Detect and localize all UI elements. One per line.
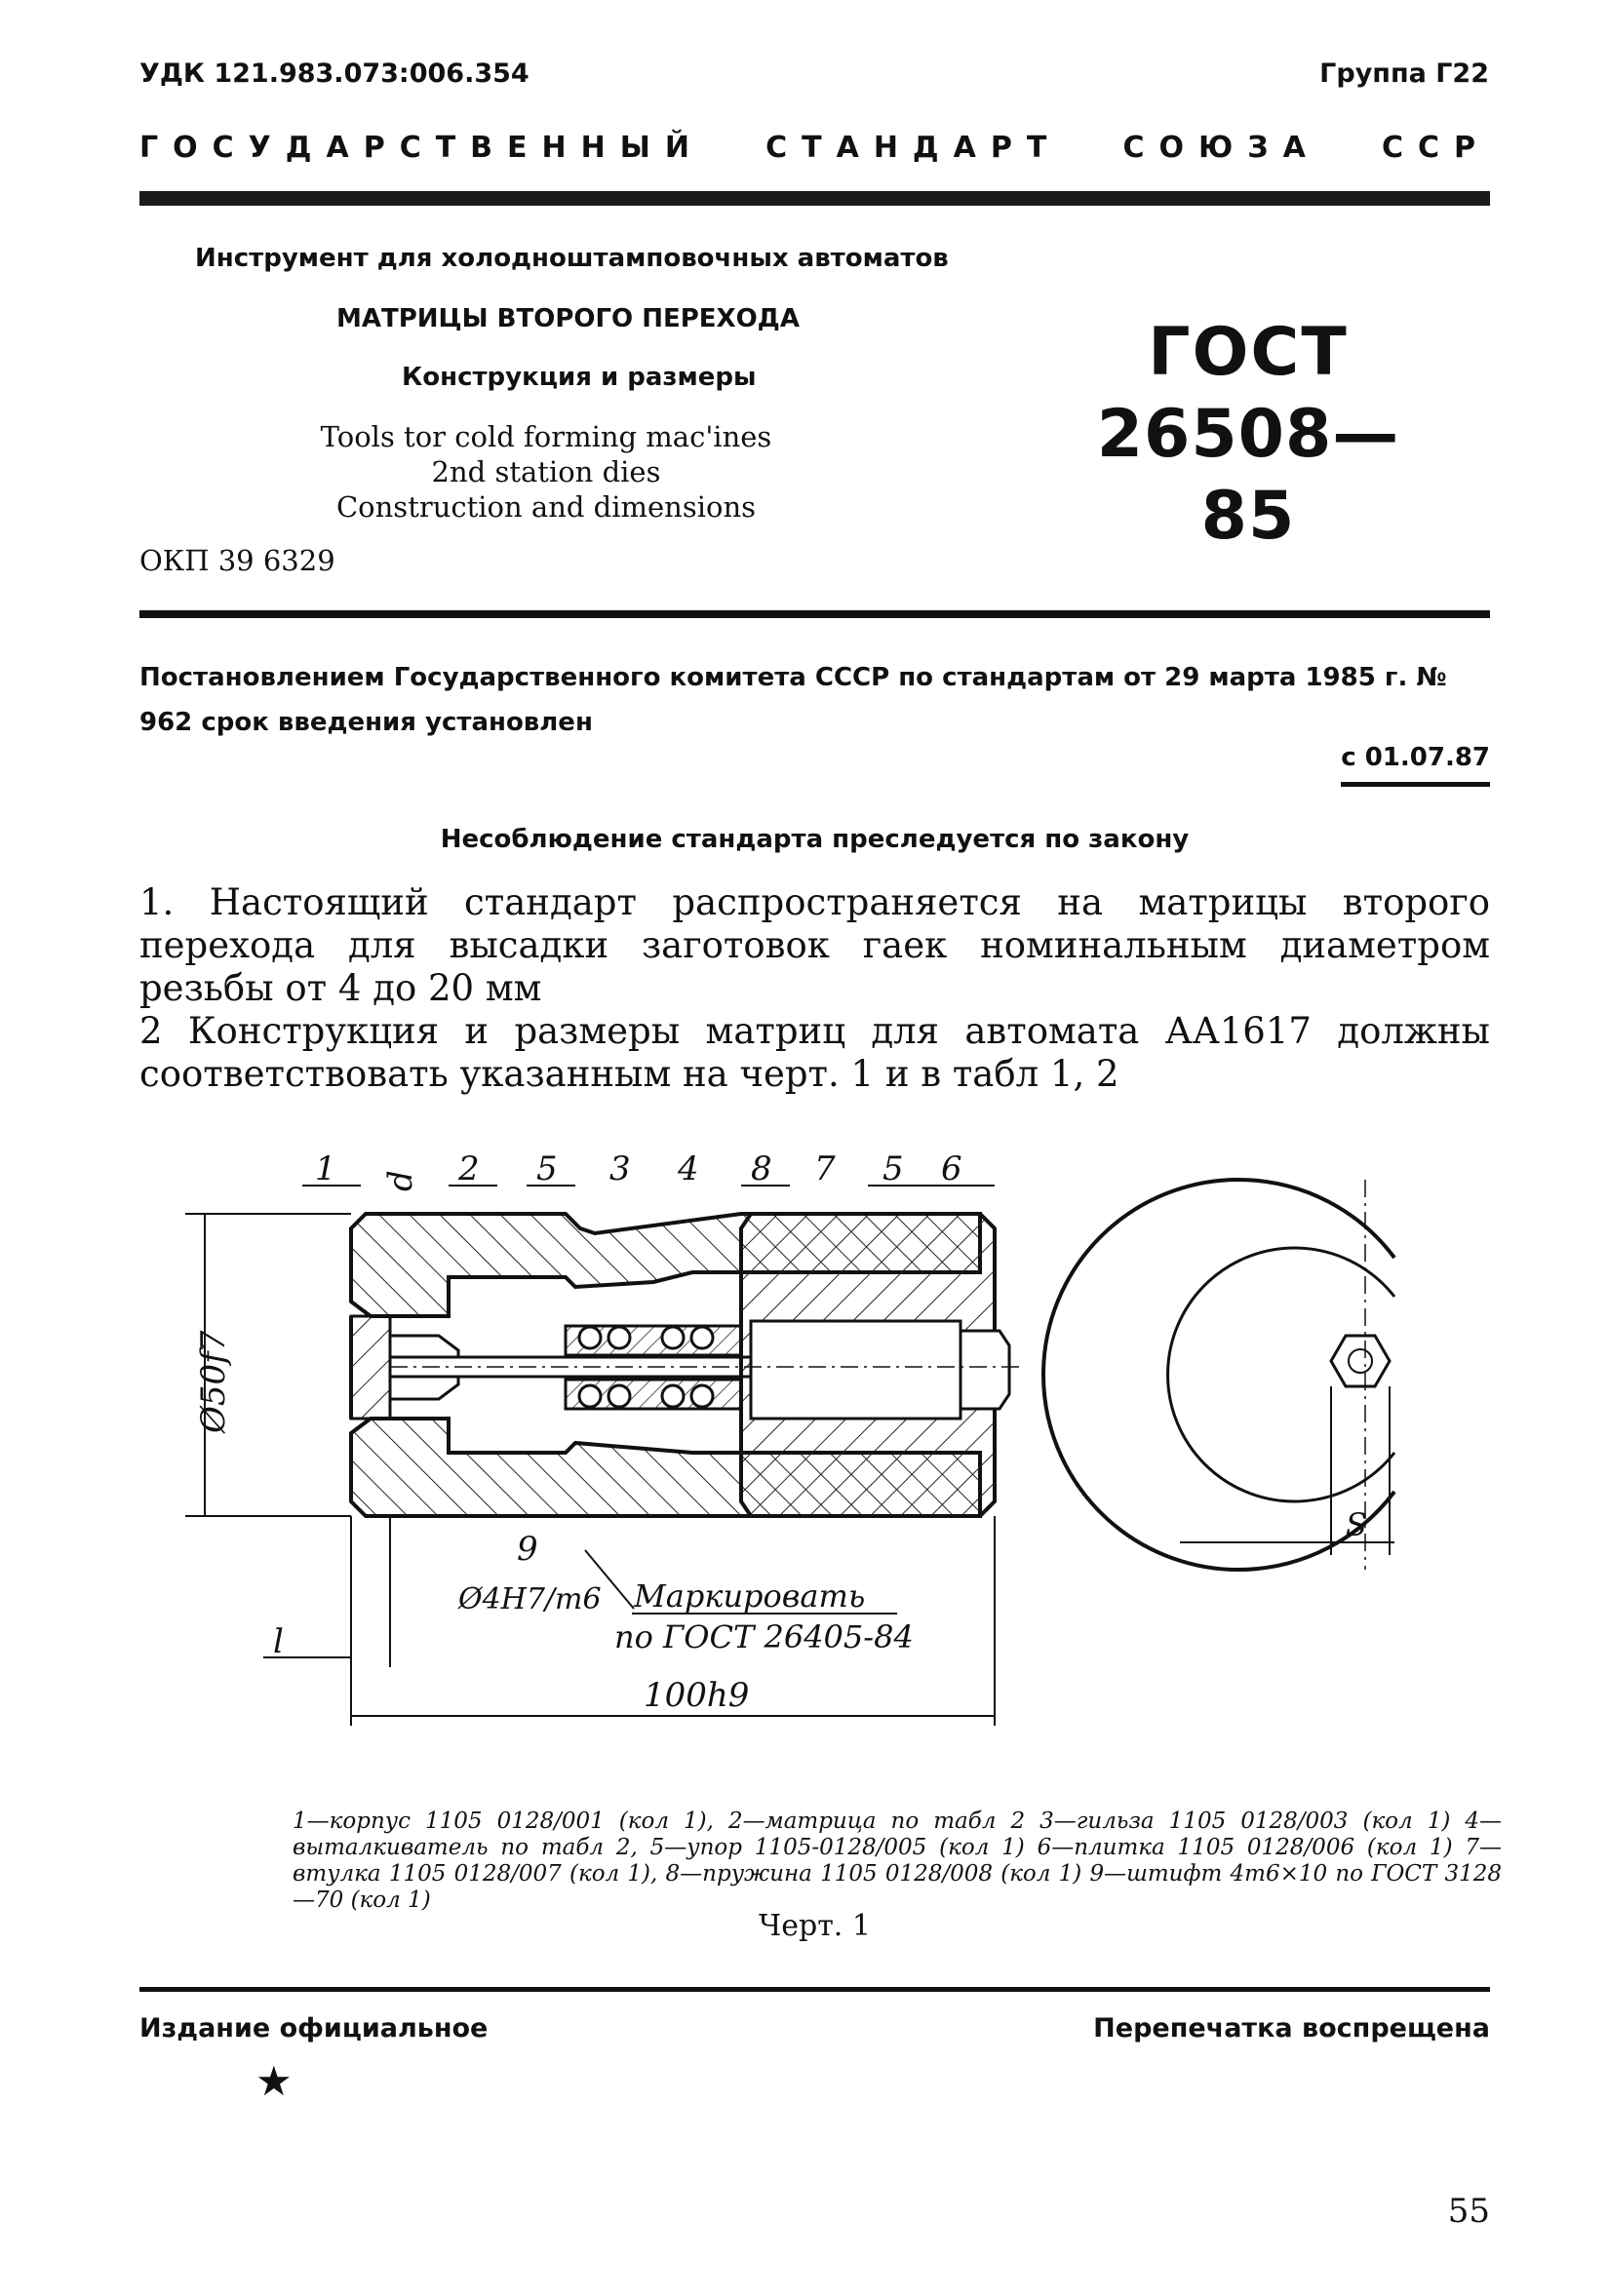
callout-d: d <box>381 1170 420 1191</box>
drawing-legend: 1—корпус 1105 0128/001 (кол 1), 2—матрица по табл 2 3—гильза 1105 0128/003 (кол 1) 4—выталкиватель по табл 2, 5—упор 1105-0128/005 (кол 1) 6—плитка 1105 0128/006 (кол 1) 7—втулка 1105 0128/007 (кол 1), 8—пружина 1105 0128/008 (кол 1) 9—штифт 4m6×10 по ГОСТ 3128—70 (кол 1) <box>293 1809 1502 1913</box>
english-title-line-3: Construction and dimensions <box>335 490 757 524</box>
gost-designation <box>1073 312 1424 558</box>
state-word-4: ССР <box>1381 131 1490 165</box>
callout-1: 1 <box>315 1149 336 1188</box>
callout-5b: 5 <box>882 1149 904 1188</box>
dim-length: 100h9 <box>644 1676 750 1715</box>
dim-l: l <box>273 1622 284 1661</box>
dies-title: МАТРИЦЫ ВТОРОГО ПЕРЕХОДА <box>336 304 800 333</box>
decree-text: Постановлением Государственного комитета СССР по стандартам от 29 марта 1985 г. № 962 срок введения установлен <box>139 663 1447 737</box>
dim-s: S <box>1346 1506 1367 1543</box>
tool-title: Инструмент для холодноштамповочных автоматов <box>195 244 949 273</box>
figure-caption: Черт. 1 <box>759 1909 871 1943</box>
official-edition: Издание официальное <box>139 2013 489 2043</box>
okp-code: ОКП 39 6329 <box>139 544 335 577</box>
side-view <box>1043 1180 1394 1570</box>
state-word-3: СОЮЗА <box>1122 131 1320 165</box>
reprint-prohibited: Перепечатка воспрещена <box>1093 2013 1490 2043</box>
effective-date: с 01.07.87 <box>1341 743 1490 787</box>
state-word-1: ГОСУДАРСТВЕННЫЙ <box>139 131 704 165</box>
callout-7: 7 <box>814 1149 836 1188</box>
dim-diameter: Ø50f7 <box>194 1330 233 1433</box>
callout-4: 4 <box>678 1149 699 1188</box>
page-number: 55 <box>1447 2192 1490 2231</box>
state-word-2: СТАНДАРТ <box>765 131 1062 165</box>
english-title-line-2: 2nd station dies <box>431 455 661 488</box>
law-notice: Несоблюдение стандарта преследуется по закону <box>440 825 1190 854</box>
group-code: Группа Г22 <box>1319 58 1489 89</box>
english-title <box>244 419 848 525</box>
star-icon: ★ <box>255 2057 293 2105</box>
technical-drawing <box>194 1141 1424 1774</box>
construction-title: Конструкция и размеры <box>402 363 757 392</box>
top-rule <box>139 191 1490 206</box>
gost-number: 26508—85 <box>1096 396 1400 555</box>
callout-8: 8 <box>751 1149 772 1188</box>
marking-line-1: Маркировать <box>634 1577 866 1615</box>
paragraph-1: 1. Настоящий стандарт распространяется на матрицы второго перехода для высадки заготовок гаек номинальным диаметром резьбы от 4 до 20 мм <box>139 881 1490 1009</box>
udk-code: УДК 121.983.073:006.354 <box>139 58 529 89</box>
english-title-line-1: Tools tor cold forming mac'ines <box>320 420 772 453</box>
paragraph-2: 2 Конструкция и размеры матриц для автомата АА1617 должны соответствовать указанным на черт. 1 и в табл 1, 2 <box>139 1010 1490 1095</box>
callout-2: 2 <box>458 1149 480 1188</box>
marking-line-2: по ГОСТ 26405-84 <box>614 1618 914 1655</box>
middle-rule <box>139 610 1490 618</box>
callout-6: 6 <box>941 1149 962 1188</box>
gost-word: ГОСТ <box>1148 314 1349 391</box>
pin-fit: Ø4H7/m6 <box>458 1582 602 1616</box>
state-standard-heading <box>139 131 1490 165</box>
callout-3: 3 <box>609 1149 631 1188</box>
bottom-rule <box>139 1987 1490 1992</box>
callout-5a: 5 <box>536 1149 558 1188</box>
callout-9: 9 <box>517 1530 538 1569</box>
